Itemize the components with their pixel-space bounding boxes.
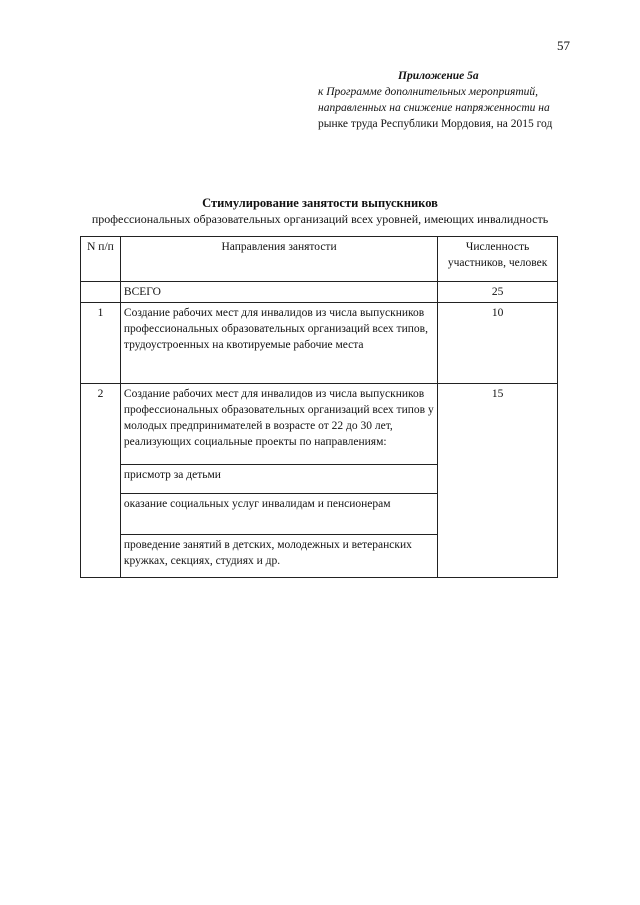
- document-subtitle: профессиональных образовательных организаций всех уровней, имеющих инвалидность: [91, 212, 549, 226]
- row-direction: Создание рабочих мест для инвалидов из числа выпускников профессиональных образовательных организаций всех типов, трудоустроенных на квотируемые рабочие места: [120, 303, 437, 384]
- appendix-line-2: направленных на снижение напряженности на: [318, 102, 550, 114]
- row-count: 15: [438, 384, 558, 578]
- row-number: 1: [81, 303, 121, 384]
- table-header-row: [81, 237, 558, 282]
- appendix-block: [318, 68, 618, 132]
- header-number: N п/п: [81, 237, 121, 282]
- row-count: 10: [438, 303, 558, 384]
- subitem-direction: оказание социальных услуг инвалидам и пенсионерам: [120, 494, 437, 535]
- appendix-title: Приложение 5а: [398, 70, 479, 82]
- table-row: [81, 303, 558, 384]
- total-count: 25: [438, 282, 558, 303]
- document-title: Стимулирование занятости выпускников: [202, 196, 438, 210]
- subitem-direction: проведение занятий в детских, молодежных и ветеранских кружках, секциях, студиях и др.: [120, 535, 437, 578]
- row-number: 2: [81, 384, 121, 578]
- page-number: 57: [557, 38, 570, 53]
- total-label: ВСЕГО: [120, 282, 437, 303]
- appendix-line-3: рынке труда Республики Мордовия, на 2015 год: [318, 118, 553, 130]
- header-direction: Направления занятости: [120, 237, 437, 282]
- row-direction: Создание рабочих мест для инвалидов из числа выпускников профессиональных образовательных организаций всех типов у молодых предпринимателей в возрасте от 22 до 30 лет, реализующих социальные проекты по направлениям:: [120, 384, 437, 465]
- total-number-cell: [81, 282, 121, 303]
- employment-table: [80, 236, 558, 578]
- appendix-line-1: к Программе дополнительных мероприятий,: [318, 86, 539, 98]
- subitem-direction: присмотр за детьми: [120, 465, 437, 494]
- header-count: Численность участников, человек: [438, 237, 558, 282]
- table-row: [81, 384, 558, 465]
- table-row-total: [81, 282, 558, 303]
